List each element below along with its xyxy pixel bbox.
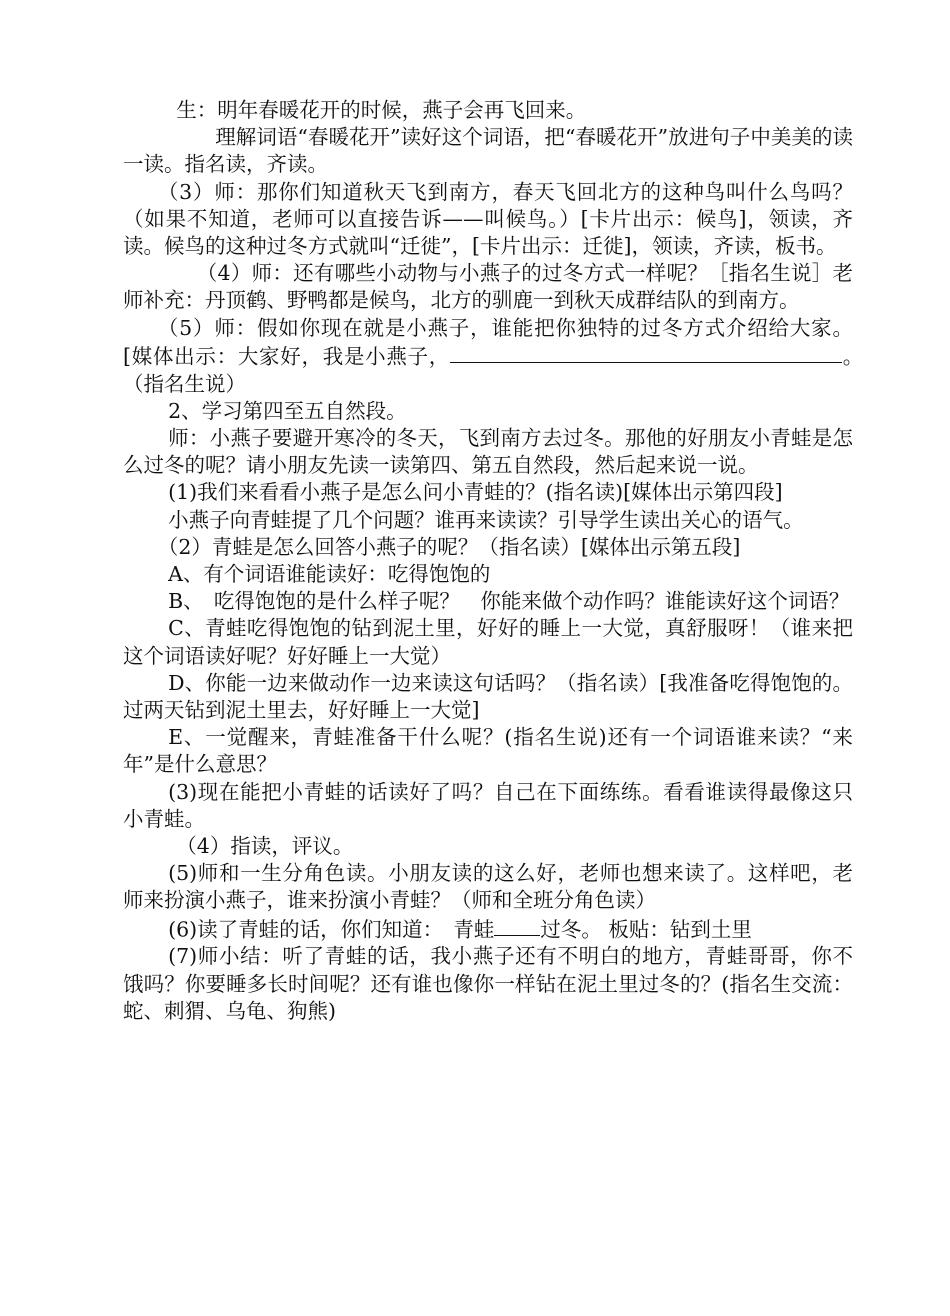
paragraph-11: A、有个词语谁能读好：吃得饱饱的 [168, 561, 491, 586]
fill-in-blank-short [494, 915, 540, 937]
paragraph-7: 师：小燕子要避开寒冷的冬天，飞到南方去过冬。那他的好朋友小青蛙是怎么过冬的呢？请小朋友先读一读第四、第五自然段，然后起来说一说。 [123, 425, 853, 478]
paragraph-18: (5)师和一生分角色读。小朋友读的这么好，老师也想来读了。这样吧，老师来扮演小燕子，谁来扮演小青蛙？（师和全班分角色读） [123, 861, 853, 913]
section-heading: 2、学习第四至五自然段。 [168, 398, 407, 423]
paragraph-2: 理解词语“春暖花开”读好这个词语，把“春暖花开”放进句子中美美的读一读。指名读，齐读。 [123, 125, 853, 177]
paragraph-17: （4）指读，评议。 [176, 833, 354, 858]
paragraph-10: （2）青蛙是怎么回答小燕子的呢？（指名读）[媒体出示第五段] [157, 534, 741, 559]
paragraph-5-tail: 。 （指名生说） [123, 344, 874, 396]
document-page [123, 97, 874, 1025]
paragraph-13: C、青蛙吃得饱饱的钻到泥土里，好好的睡上一大觉，真舒服呀！（谁来把这个词语读好呢？好好睡上一大觉） [123, 616, 853, 668]
paragraph-19-tail: 过冬。 板贴：钻到土里 [540, 917, 752, 942]
paragraph-8: (1)我们来看看小燕子是怎么问小青蛙的？(指名读)[媒体出示第四段] [168, 480, 783, 505]
paragraph-5-lead: （5）师：假如你现在就是小燕子，谁能把你独特的过冬方式介绍给大家。[媒体出示：大家好，我是小燕子， [123, 315, 853, 369]
paragraph-12: B、 吃得饱饱的是什么样子呢？ 你能来做个动作吗？谁能读好这个词语？ [168, 589, 850, 614]
paragraph-5 [123, 315, 874, 398]
paragraph-19-lead: (6)读了青蛙的话，你们知道： 青蛙 [168, 917, 495, 942]
paragraph-15: E、一觉醒来，青蛙准备干什么呢？(指名生说)还有一个词语谁来读？“来年”是什么意思？ [123, 725, 853, 777]
paragraph-20: (7)师小结：听了青蛙的话，我小燕子还有不明白的地方，青蛙哥哥，你不饿吗？你要睡多长时间呢？还有谁也像你一样钻在泥土里过冬的？(指名生交流：蛇、刺猬、乌龟、狗熊) [123, 944, 853, 1023]
paragraph-3: （3）师：那你们知道秋天飞到南方，春天飞回北方的这种鸟叫什么鸟吗？（如果不知道，老师可以直接告诉——叫候鸟。）[卡片出示：候鸟]，领读，齐读。候鸟的这种过冬方式就叫“迁徙”，[卡片出示：迁徙]，领读，齐读，板书。 [123, 179, 853, 259]
fill-in-blank-continued [780, 342, 842, 364]
fill-in-blank [450, 342, 780, 364]
paragraph-1: 生：明年春暖花开的时候，燕子会再飞回来。 [176, 98, 587, 122]
paragraph-9: 小燕子向青蛙提了几个问题？谁再来读读？引导学生读出关心的语气。 [168, 507, 804, 532]
paragraph-16: (3)现在能把小青蛙的话读好了吗？自己在下面练练。看看谁读得最像这只小青蛙。 [123, 779, 853, 831]
paragraph-14: D、你能一边来做动作一边来读这句话吗？（指名读）[我准备吃得饱饱的。过两天钻到泥土里去，好好睡上一大觉] [123, 670, 853, 722]
paragraph-19 [123, 915, 853, 944]
paragraph-4: （4）师：还有哪些小动物与小燕子的过冬方式一样呢？［指名生说］老师补充：丹顶鹤、野鸭都是候鸟，北方的驯鹿一到秋天成群结队的到南方。 [123, 261, 853, 313]
